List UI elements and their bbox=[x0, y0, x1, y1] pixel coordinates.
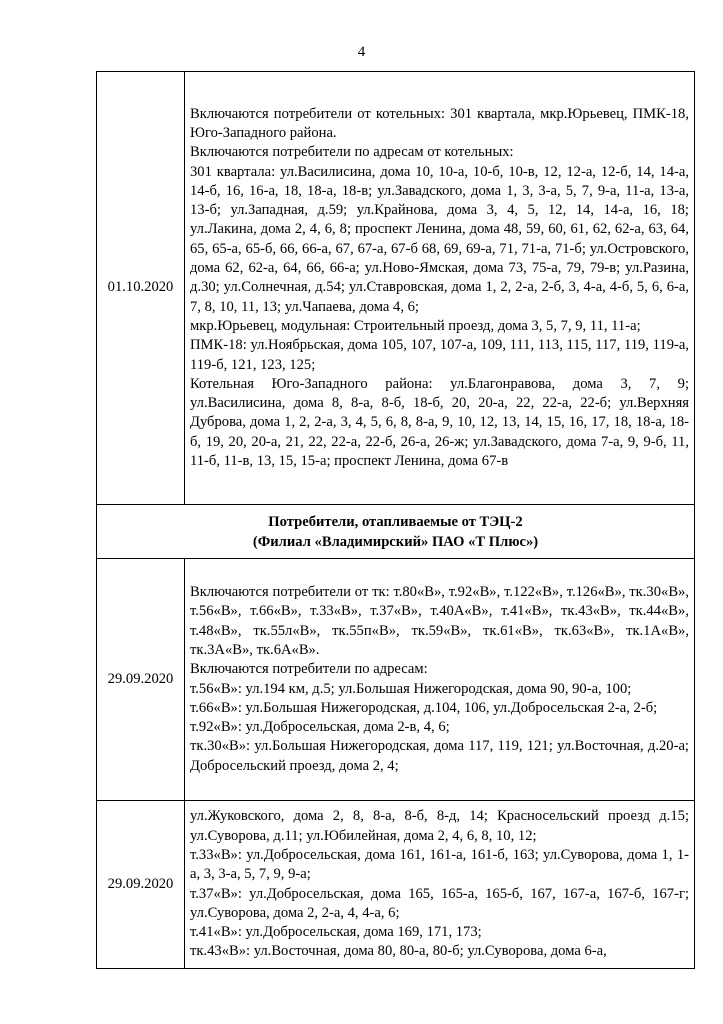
date-cell: 01.10.2020 bbox=[97, 72, 185, 505]
content-cell bbox=[185, 801, 695, 969]
date-cell: 29.09.2020 bbox=[97, 801, 185, 969]
section-header bbox=[97, 505, 695, 559]
table-row bbox=[97, 559, 695, 801]
paragraph: т.56«В»: ул.194 км, д.5; ул.Большая Нижегородская, дома 90, 90-а, 100; bbox=[190, 680, 632, 697]
paragraph: тк.30«В»: ул.Большая Нижегородская, дома 117, 119, 121; ул.Восточная, д.20-а; Добросельский проезд, дома 2, 4; bbox=[190, 738, 689, 774]
paragraph: т.92«В»: ул.Добросельская, дома 2-в, 4, 6; bbox=[190, 719, 450, 736]
paragraph: 301 квартала: ул.Василисина, дома 10, 10-а, 10-б, 10-в, 12, 12-а, 12-б, 14, 14-а, 14-б, 16, 16-а, 18, 18-а, 18-в; ул.Завадского, дома 1, 3, 3-а, 5, 7, 9-а, 11-а, 13-а, 13-б; ул.Западная, д.59; ул.Крайнова, дома 3, 4, 5, 12, 14, 14-а, 16, 18; ул.Лакина, дома 2, 4, 6, 8; проспект Ленина, дома 48, 59, 60, 61, 62, 62-а, 63, 64, 65, 65-а, 65-б, 66, 66-а, 67, 67-а, 67-б 68, 69, 69-а, 71, 71-а, 71-б; ул.Островского, дома 62, 62-а, 64, 66, 66-а; ул.Ново-Ямская, дома 73, 75-а, 79, 79-в; ул.Разина, д.30; ул.Солнечная, д.54; ул.Ставровская, дома 1, 2, 2-а, 2-б, 3, 4-а, 4-б, 5, 6, 6-а, 7, 8, 10, 11, 13; ул.Чапаева, дома 4, 6; bbox=[190, 163, 689, 315]
schedule-table bbox=[96, 71, 695, 969]
table-row bbox=[97, 72, 695, 505]
paragraph: т.66«В»: ул.Большая Нижегородская, д.104, 106, ул.Добросельская 2-а, 2-б; bbox=[190, 699, 658, 716]
paragraph: Котельная Юго-Западного района: ул.Благонравова, дома 3, 7, 9; ул.Василисина, дома 8, 8-а, 8-б, 18-б, 20, 20-а, 22, 22-а, 22-б; ул.Верхняя Дуброва, дома 1, 2, 2-а, 3, 4, 5, 6, 8, 8-а, 9, 10, 12, 13, 14, 15, 16, 17, 18, 18-а, 18-б, 19, 20, 20-а, 21, 22, 22-а, 22-б, 26-а, 26-ж; ул.Завадского, дома 7-а, 9, 9-б, 11, 11-б, 11-в, 13, 15, 15-а; проспект Ленина, дома 67-в bbox=[190, 375, 689, 470]
paragraph: т.33«В»: ул.Добросельская, дома 161, 161-а, 161-б, 163; ул.Суворова, дома 1, 1-а, 3, 3-а, 5, 7, 9, 9-а; bbox=[190, 846, 689, 883]
page-number: 4 bbox=[357, 44, 366, 60]
content-cell bbox=[185, 72, 695, 505]
paragraph: ПМК-18: ул.Ноябрьская, дома 105, 107, 107-а, 109, 111, 113, 115, 117, 119, 119-а, 119-б, 121, 123, 125; bbox=[190, 337, 689, 373]
paragraph: Включаются потребители от котельных: 301 квартала, мкр.Юрьевец, ПМК-18, Юго-Западного района. bbox=[190, 105, 689, 141]
section-title: Потребители, отапливаемые от ТЭЦ-2 bbox=[268, 513, 523, 530]
table-row bbox=[97, 801, 695, 969]
paragraph: мкр.Юрьевец, модульная: Строительный проезд, дома 3, 5, 7, 9, 11, 11-а; bbox=[190, 317, 641, 334]
paragraph: т.41«В»: ул.Добросельская, дома 169, 171, 173; bbox=[190, 924, 482, 941]
paragraph: т.37«В»: ул.Добросельская, дома 165, 165-а, 165-б, 167, 167-а, 167-б, 167-г; ул.Суворова, дома 2, 2-а, 4, 4-а, 6; bbox=[190, 885, 689, 921]
paragraph: тк.43«В»: ул.Восточная, дома 80, 80-а, 80-б; ул.Суворова, дома 6-а, bbox=[190, 943, 607, 960]
paragraph: Включаются потребители от тк: т.80«В», т.92«В», т.122«В», т.126«В», тк.30«В», т.56«В», т.66«В», т.33«В», т.37«В», т.40А«В», т.41«В», тк.43«В», тк.44«В», т.48«В», тк.55л«В», тк.55п«В», тк.59«В», тк.61«В», тк.63«В», тк.1А«В», тк.3А«В», тк.6А«В». bbox=[190, 584, 689, 658]
section-subtitle: (Филиал «Владимирский» ПАО «Т Плюс») bbox=[252, 533, 539, 550]
date-cell: 29.09.2020 bbox=[97, 559, 185, 801]
paragraph: Включаются потребители по адресам: bbox=[190, 661, 428, 678]
section-header-row bbox=[97, 505, 695, 559]
paragraph: ул.Жуковского, дома 2, 8, 8-а, 8-б, 8-д, 14; Красносельский проезд д.15; ул.Суворова, д.11; ул.Юбилейная, дома 2, 4, 6, 8, 10, 12; bbox=[190, 808, 689, 844]
content-cell bbox=[185, 559, 695, 801]
paragraph: Включаются потребители по адресам от котельных: bbox=[190, 144, 514, 161]
